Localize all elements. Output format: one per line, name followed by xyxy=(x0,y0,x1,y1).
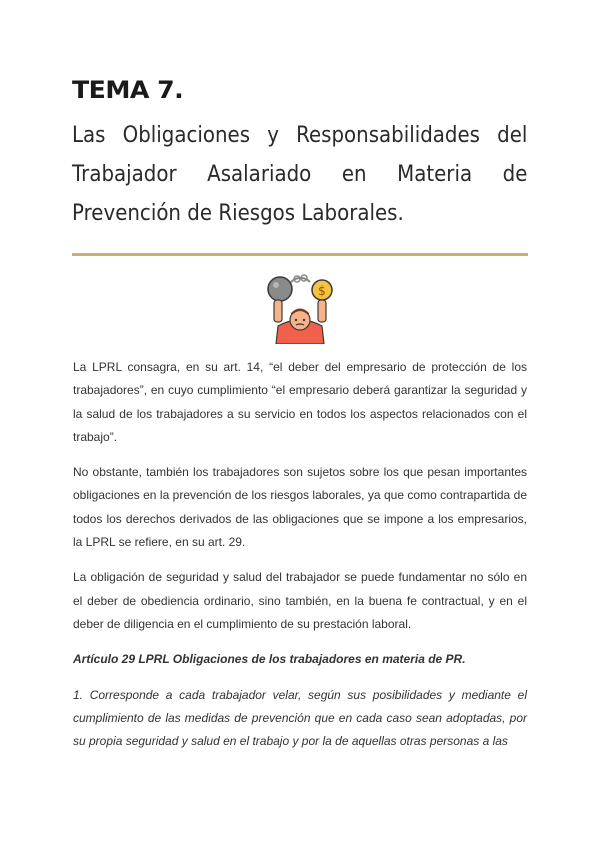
paragraph: La obligación de seguridad y salud del trabajador se puede fundamentar no sólo en el deber de obediencia ordinario, sino también, en la buena fe contractual, y en el deber de diligencia en el cumplimiento de su prestación laboral. xyxy=(73,570,527,631)
svg-text:$: $ xyxy=(318,284,326,298)
paragraph: La LPRL consagra, en su art. 14, “el deber del empresario de protección de los trabajadores”, en cuyo cumplimiento “el empresario deberá garantizar la seguridad y la salud de los trabajadores a su servicio en todos los aspectos relacionados con el trabajo”. xyxy=(73,360,527,444)
paragraph: No obstante, también los trabajadores son sujetos sobre los que pesan importantes obligaciones en la prevención de los riesgos laborales, ya que como contrapartida de todos los derechos derivados de las obligaciones que se impone a los empresarios, la LPRL se refiere, en su art. 29. xyxy=(73,465,527,550)
worker-lifting-icon xyxy=(264,270,336,344)
article-heading: Artículo 29 LPRL Obligaciones de los trabajadores en materia de PR. xyxy=(73,652,466,667)
body-text xyxy=(73,356,527,765)
topic-number: TEMA 7. xyxy=(72,76,184,104)
article-item: 1. Corresponde a cada trabajador velar, según sus posibilidades y mediante el cumplimiento de las medidas de prevención que en cada caso sean adoptadas, por su propia seguridad y salud en el trabajo y por la de aquellas otras personas a las xyxy=(73,687,527,749)
title-divider xyxy=(72,253,528,256)
page-title: Las Obligaciones y Responsabilidades del Trabajador Asalariado en Materia de Prevención de Riesgos Laborales. xyxy=(72,123,528,226)
